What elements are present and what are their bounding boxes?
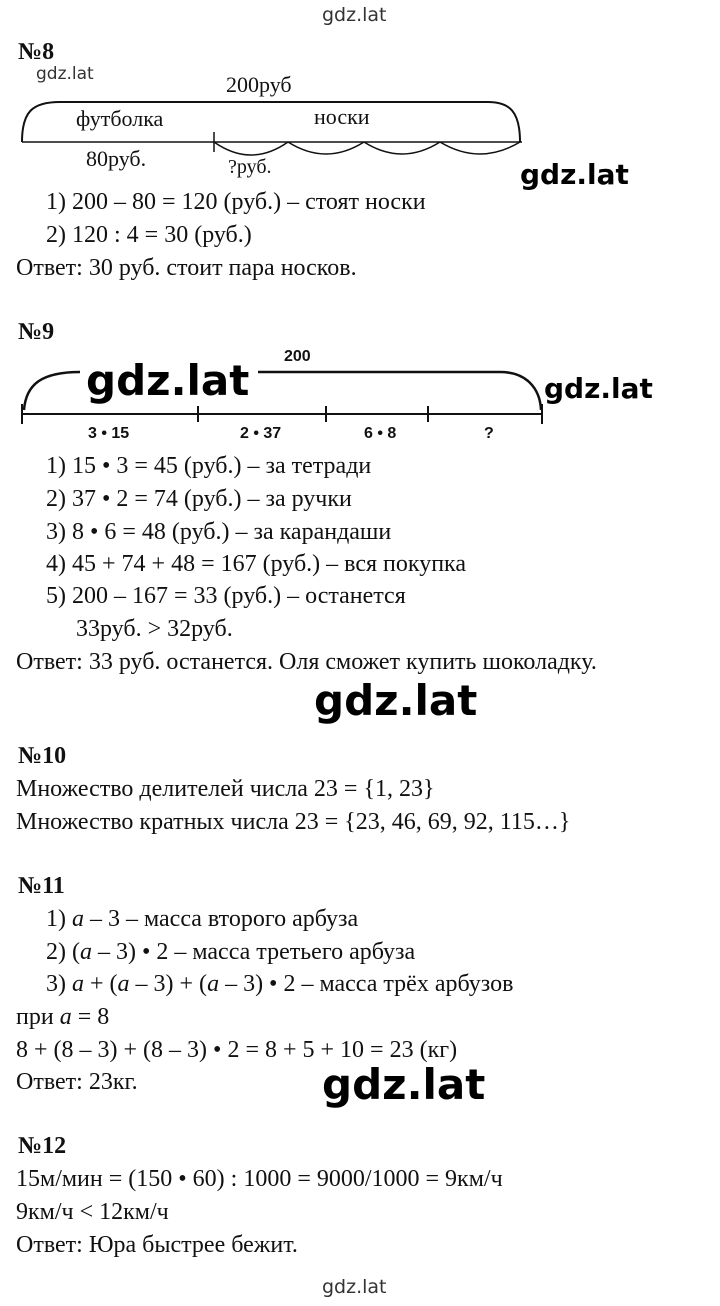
watermark-p9-left: gdz.lat (86, 356, 250, 405)
problem-8-total-label: 200руб (226, 72, 292, 97)
problem-12-number: №12 (18, 1133, 67, 1159)
problem-11-number: №11 (18, 873, 65, 899)
watermark-p8-right: gdz.lat (520, 158, 629, 191)
problem-8-answer: Ответ: 30 руб. стоит пара носков. (16, 255, 357, 281)
problem-11-step-2: 2) (a – 3) • 2 – масса третьего арбуза (46, 939, 416, 965)
problem-9-step-5: 5) 200 – 167 = 33 (руб.) – останется (46, 583, 406, 609)
problem-9-seg4-label: ? (484, 425, 494, 442)
watermark-top: gdz.lat (322, 4, 387, 26)
problem-8-socks-label: носки (314, 104, 370, 129)
problem-8-socks-value: ?руб. (228, 156, 272, 178)
problem-9-step-2: 2) 37 • 2 = 74 (руб.) – за ручки (46, 486, 352, 512)
problem-9-seg1-label: 3 • 15 (88, 425, 130, 442)
problem-9-seg2-label: 2 • 37 (240, 425, 282, 442)
problem-9-number: №9 (18, 319, 55, 345)
problem-11-condition: при a = 8 (16, 1004, 110, 1030)
problem-9-answer: Ответ: 33 руб. останется. Оля сможет купить шоколадку. (16, 649, 597, 675)
problem-8-step-2: 2) 120 : 4 = 30 (руб.) (46, 222, 252, 248)
problem-9-step-4: 4) 45 + 74 + 48 = 167 (руб.) – вся покупка (46, 551, 466, 577)
watermark-p8-small: gdz.lat (36, 64, 94, 84)
problem-9-total-label: 200 (284, 348, 311, 365)
problem-9-compare: 33руб. > 32руб. (76, 616, 233, 642)
problem-8-tshirt-value: 80руб. (86, 146, 147, 171)
problem-11-answer: Ответ: 23кг. (16, 1069, 138, 1095)
problem-10-line-2: Множество кратных числа 23 = {23, 46, 69, 92, 115…} (16, 809, 571, 835)
problem-8-number: №8 (18, 39, 55, 65)
watermark-p9-right: gdz.lat (544, 372, 653, 405)
watermark-p11-center: gdz.lat (322, 1060, 486, 1109)
problem-11-step-1: 1) a – 3 – масса второго арбуза (46, 906, 359, 932)
problem-12-line-1: 15м/мин = (150 • 60) : 1000 = 9000/1000 = 9км/ч (16, 1166, 503, 1192)
problem-9-step-3: 3) 8 • 6 = 48 (руб.) – за карандаши (46, 519, 392, 545)
problem-8-tshirt-label: футболка (76, 106, 164, 131)
problem-9-seg3-label: 6 • 8 (364, 425, 397, 442)
problem-11-calculation: 8 + (8 – 3) + (8 – 3) • 2 = 8 + 5 + 10 = 23 (кг) (16, 1037, 458, 1063)
problem-10-line-1: Множество делителей числа 23 = {1, 23} (16, 776, 435, 802)
problem-9-step-1: 1) 15 • 3 = 45 (руб.) – за тетради (46, 453, 372, 479)
watermark-bottom: gdz.lat (322, 1276, 387, 1298)
problem-10-number: №10 (18, 743, 67, 769)
watermark-p9-center: gdz.lat (314, 676, 478, 725)
problem-8-step-1: 1) 200 – 80 = 120 (руб.) – стоят носки (46, 189, 426, 215)
problem-12-line-2: 9км/ч < 12км/ч (16, 1199, 169, 1225)
problem-12-answer: Ответ: Юра быстрее бежит. (16, 1232, 298, 1258)
problem-11-step-3: 3) a + (a – 3) + (a – 3) • 2 – масса трёх арбузов (46, 971, 514, 997)
